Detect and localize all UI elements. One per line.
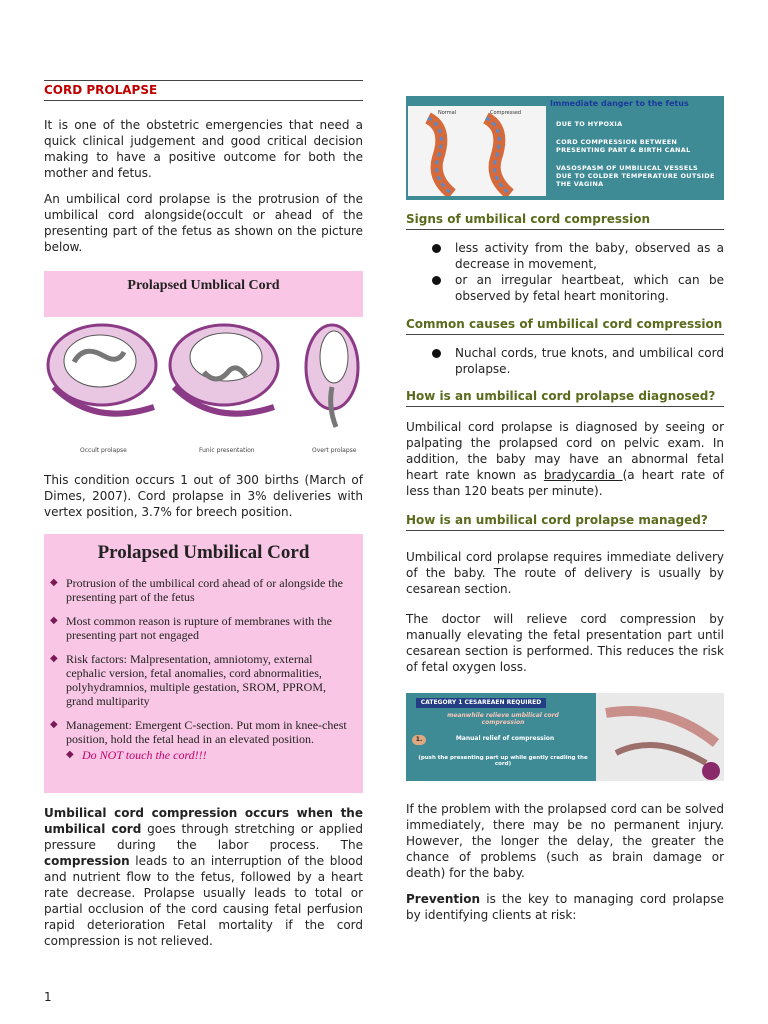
figure-title: Prolapsed Umblical Cord xyxy=(127,278,280,293)
diagnosed-rule xyxy=(406,406,724,407)
causes-title: Common causes of umbilical cord compression xyxy=(406,317,723,331)
bradycardia-link[interactable]: bradycardia xyxy=(543,468,623,482)
funic-presentation-drawing xyxy=(170,325,278,414)
prolapse-illustrations xyxy=(44,317,363,461)
step-number: 1. xyxy=(412,735,426,745)
slide-bullet: ◆ Risk factors: Malpresentation, amniotomy, external cephalic version, fetal anomalies, cord abnormalities, polyhydramnios, multiple gestation, SROM, PPROM, grand multiparity xyxy=(50,652,327,708)
list-item: Nuchal cords, true knots, and umbilical cord prolapse. xyxy=(406,345,724,377)
signs-title: Signs of umbilical cord compression xyxy=(406,212,651,226)
danger-item: DUE TO HYPOXIA xyxy=(556,120,623,128)
page-number: 1 xyxy=(44,990,52,1004)
diagnosed-title: How is an umbilical cord prolapse diagnosed? xyxy=(406,389,716,403)
title-rule-top xyxy=(44,80,363,81)
pelvis-illustration xyxy=(596,693,724,781)
managed-paragraph-2: The doctor will relieve cord compression by manually elevating the fetal presentation part until cesarean section is performed. This reduces the risk of fetal oxygen loss. xyxy=(406,612,724,674)
label-occult: Occult prolapse xyxy=(80,447,127,454)
managed-paragraph-1: Umbilical cord prolapse requires immediate delivery of the baby. The route of delivery is usually by cesarean section. xyxy=(406,550,724,596)
managed-rule xyxy=(406,530,724,531)
label-funic: Funic presentation xyxy=(199,447,255,454)
intro-paragraph-2: An umbilical cord prolapse is the protrusion of the umbilical cord alongside(occult or ahead of the presenting part of the fetus as shown on the picture below. xyxy=(44,192,363,254)
diagnosed-paragraph: Umbilical cord prolapse is diagnosed by seeing or palpating the prolapsed cord on pelvic exam. In addition, the baby may have an abnormal fetal heart rate known as bradycardia (a heart rate of less than 120 beats per minute). xyxy=(406,420,724,498)
slide-bullets xyxy=(44,564,363,762)
danger-item: VASOSPASM OF UMBILICAL VESSELS DUE TO COLDER TEMPERATURE OUTSIDE THE VAGINA xyxy=(556,164,715,188)
danger-item: CORD COMPRESSION BETWEEN PRESENTING PART & BIRTH CANAL xyxy=(556,138,691,154)
cord-diagram xyxy=(408,106,546,196)
slide-title: Prolapsed Umbilical Cord xyxy=(97,542,310,563)
outcome-paragraph: If the problem with the prolapsed cord can be solved immediately, there may be no permanent injury. However, the longer the delay, the greater the chance of problems (such as brain damage or death) for the baby. xyxy=(406,802,724,880)
list-item: or an irregular heartbeat, which can be observed by fetal heart monitoring. xyxy=(406,272,724,304)
bullet-dot xyxy=(432,244,441,253)
overt-prolapse-drawing xyxy=(306,325,358,427)
prevention-paragraph: Prevention is the key to managing cord prolapse by identifying clients at risk: xyxy=(406,892,724,922)
category-line1: meanwhile relieve umbilical cord compression xyxy=(447,712,559,726)
left-column xyxy=(44,80,363,949)
danger-image xyxy=(406,96,724,200)
bullet-dot xyxy=(432,349,441,358)
svg-text:Compressed: Compressed xyxy=(490,110,522,116)
svg-text:Normal: Normal xyxy=(438,110,457,116)
category-image xyxy=(406,693,724,781)
slide-sub-bullet: ◆ Do NOT touch the cord!!! xyxy=(66,748,207,762)
managed-title: How is an umbilical cord prolapse managed? xyxy=(406,513,708,527)
intro-paragraph-1: It is one of the obstetric emergencies that need a quick clinical judgement and good critical decision making to have a positive outcome for both the mother and fetus. xyxy=(44,118,363,180)
signs-list xyxy=(406,240,724,304)
list-item: less activity from the baby, observed as a decrease in movement, xyxy=(406,240,724,272)
label-overt: Overt prolapse xyxy=(312,447,357,454)
category-banner: CATEGORY 1 CESAREAEN REQUIRED xyxy=(416,698,546,708)
slide-bullet: ◆ Management: Emergent C-section. Put mom in knee-chest position, hold the fetal head in an elevated position. xyxy=(50,718,347,746)
title-rule-bottom xyxy=(44,100,363,101)
slide-prolapsed-cord xyxy=(44,534,363,793)
occult-prolapse-drawing xyxy=(48,325,156,414)
figure-prolapsed-cord xyxy=(44,271,363,461)
compression-paragraph: Umbilical cord compression occurs when the umbilical cord goes through stretching or applied pressure during the labor process. The compression leads to an interruption of the blood and nutrient flow to the fetus, followed by a heart rate decrease. Prolapse usually leads to total or partial occlusion of the cord causing fetal perfusion rapid deterioration Fetal mortality if the cord compression is not relieved. xyxy=(44,806,364,948)
incidence-paragraph: This condition occurs 1 out of 300 births (March of Dimes, 2007). Cord prolapse in 3% deliveries with vertex position, 3.7% for breech position. xyxy=(44,473,363,519)
signs-rule xyxy=(406,229,724,230)
section-title-cord-prolapse: CORD PROLAPSE xyxy=(44,83,158,97)
causes-list xyxy=(406,345,724,377)
slide-bullet: ◆ Protrusion of the umbilical cord ahead of or alongside the presenting part of the fetus xyxy=(50,576,343,604)
slide-bullet: ◆ Most common reason is rupture of membranes with the presenting part not engaged xyxy=(50,614,332,642)
bullet-dot xyxy=(432,276,441,285)
step-note: (push the presenting part up while gently cradling the cord) xyxy=(418,755,588,767)
step-label: Manual relief of compression xyxy=(455,735,555,742)
danger-heading: Immediate danger to the fetus xyxy=(550,99,689,108)
right-column xyxy=(406,96,724,923)
causes-rule xyxy=(406,334,724,335)
